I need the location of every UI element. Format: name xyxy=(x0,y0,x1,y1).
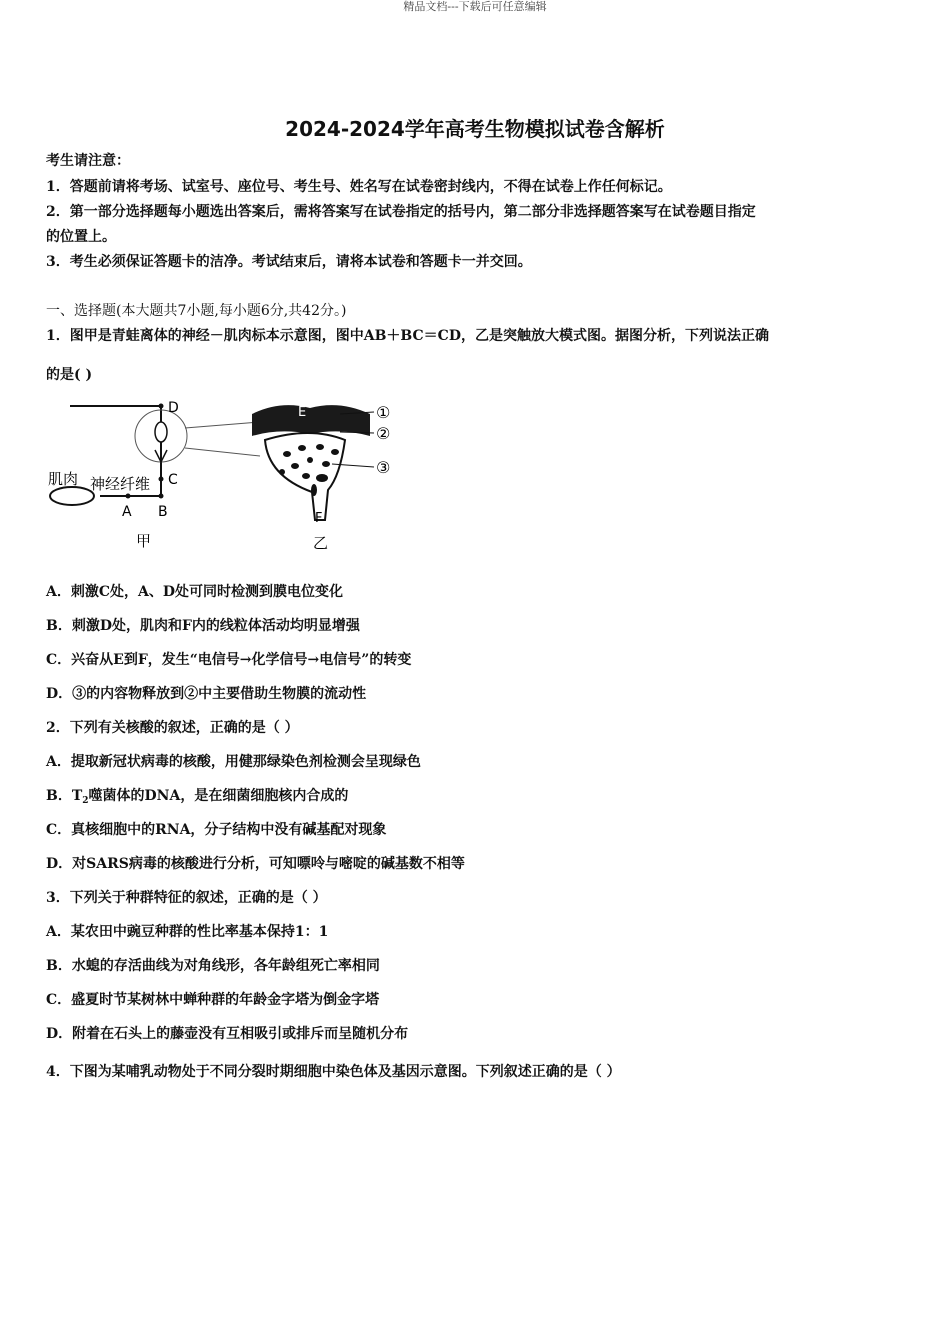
question-2-option-d: D．对SARS病毒的核酸进行分析，可知嘌呤与嘧啶的碱基数不相等 xyxy=(46,856,465,872)
option-b-subscript: 2 xyxy=(82,796,89,806)
label-F: F xyxy=(315,511,323,526)
question-1-stem: 1．图甲是青蛙离体的神经－肌肉标本示意图，图中AB＋BC＝CD，乙是突触放大模式图。据图分析，下列说法正确 xyxy=(46,328,769,344)
page-header-watermark: 精品文档---下载后可任意编辑 xyxy=(403,0,547,13)
label-jia: 甲 xyxy=(136,532,152,550)
label-A: A xyxy=(122,504,132,520)
label-muscle: 肌肉 xyxy=(48,470,79,488)
question-1-option-a: A．刺激C处，A、D处可同时检测到膜电位变化 xyxy=(46,584,344,600)
label-D: D xyxy=(168,400,179,416)
section-heading: 一、选择题(本大题共7小题,每小题6分,共42分。) xyxy=(46,303,347,319)
question-3-stem: 3．下列关于种群特征的叙述，正确的是（ ） xyxy=(46,890,327,906)
question-3-option-d: D．附着在石头上的藤壶没有互相吸引或排斥而呈随机分布 xyxy=(46,1026,409,1042)
question-2-stem: 2．下列有关核酸的叙述，正确的是（ ） xyxy=(46,720,299,736)
question-2-option-b xyxy=(46,787,348,807)
question-1-option-b: B．刺激D处，肌肉和F内的线粒体活动均明显增强 xyxy=(46,618,360,634)
label-C: C xyxy=(168,472,178,488)
notice-item-2: 2．第一部分选择题每小题选出答案后，需将答案写在试卷指定的括号内，第二部分非选择题答案写在试卷题目指定 xyxy=(46,204,756,220)
label-yi: 乙 xyxy=(313,534,329,552)
label-circle-1: ① xyxy=(376,403,391,422)
question-2-option-a: A．提取新冠状病毒的核酸，用健那绿染色剂检测会呈现绿色 xyxy=(46,754,421,770)
notice-heading: 考生请注意： xyxy=(46,153,130,169)
option-b-text: 噬菌体的DNA，是在细菌细胞核内合成的 xyxy=(88,788,349,804)
notice-item-1: 1．答题前请将考场、试室号、座位号、考生号、姓名写在试卷密封线内，不得在试卷上作任何标记。 xyxy=(46,179,672,195)
question-3-option-a: A．某农田中豌豆种群的性比率基本保持1：1 xyxy=(46,924,329,940)
figure-jia xyxy=(48,400,260,550)
label-B: B xyxy=(158,504,168,520)
question-1-option-c: C．兴奋从E到F，发生“电信号→化学信号→电信号”的转变 xyxy=(46,652,412,668)
notice-item-2-continued: 的位置上。 xyxy=(46,229,116,245)
page-title: 2024-2024学年高考生物模拟试卷含解析 xyxy=(285,117,665,141)
question-2-option-c: C．真核细胞中的RNA，分子结构中没有碱基配对现象 xyxy=(46,822,387,838)
question-4-stem: 4．下图为某哺乳动物处于不同分裂时期细胞中染色体及基因示意图。下列叙述正确的是（ ） xyxy=(46,1064,621,1080)
label-E: E xyxy=(298,405,307,420)
question-1-stem-continued: 的是( ) xyxy=(46,367,93,383)
option-b-prefix: B．T xyxy=(46,788,83,804)
question-1-figure xyxy=(40,392,410,562)
label-circle-2: ② xyxy=(376,424,391,443)
question-1-option-d: D．③的内容物释放到②中主要借助生物膜的流动性 xyxy=(46,686,367,702)
figure-yi xyxy=(252,403,390,552)
question-3-option-b: B．水螅的存活曲线为对角线形，各年龄组死亡率相同 xyxy=(46,958,380,974)
question-3-option-c: C．盛夏时节某树林中蝉种群的年龄金字塔为倒金字塔 xyxy=(46,992,380,1008)
label-circle-3: ③ xyxy=(376,458,391,477)
label-nerve-fiber: 神经纤维 xyxy=(90,475,151,493)
notice-item-3: 3．考生必须保证答题卡的洁净。考试结束后，请将本试卷和答题卡一并交回。 xyxy=(46,254,532,270)
